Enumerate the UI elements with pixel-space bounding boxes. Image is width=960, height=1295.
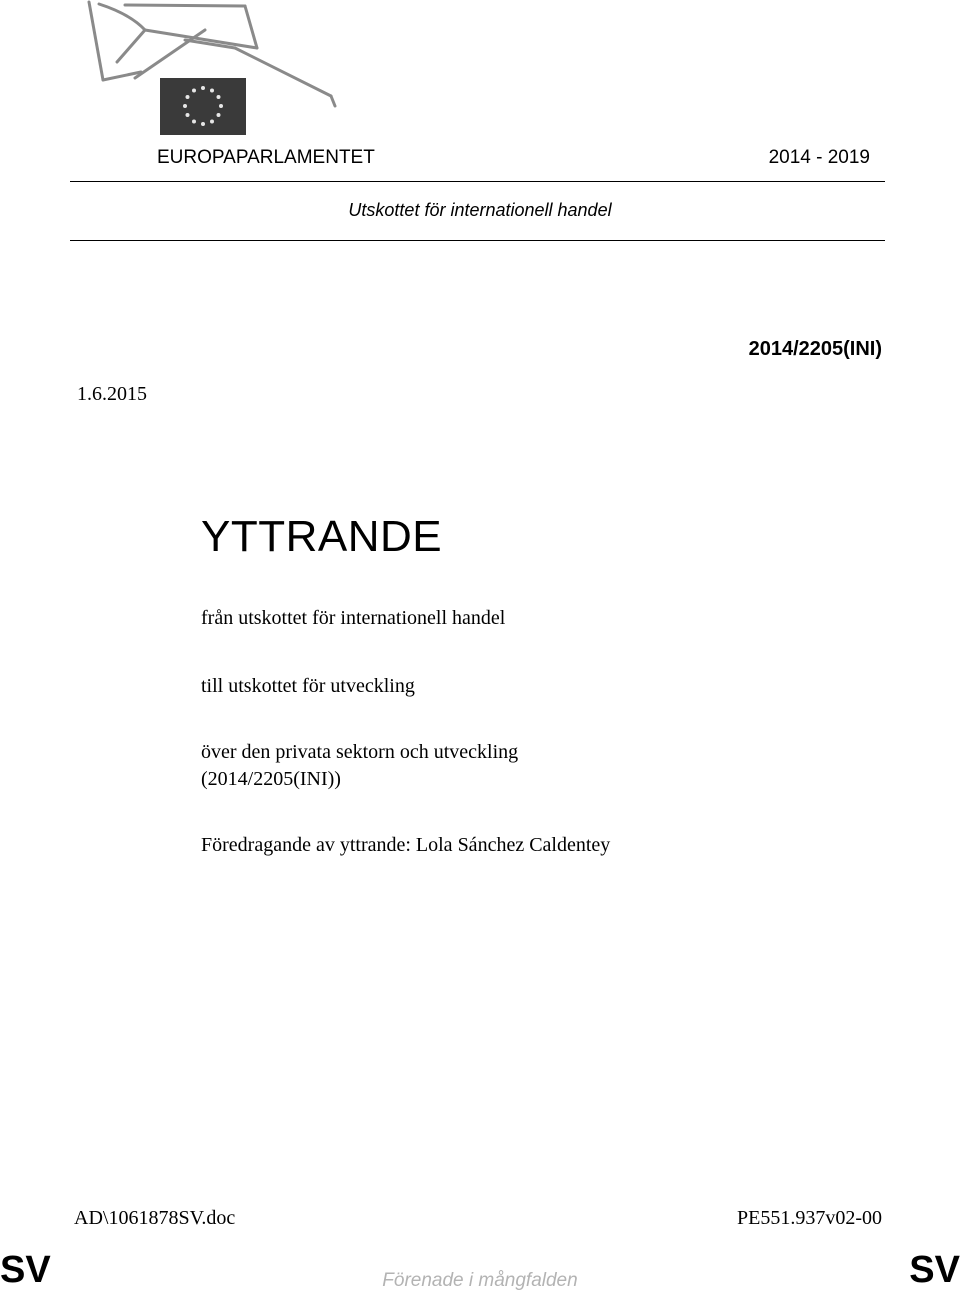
- european-parliament-logo-icon: [85, 0, 345, 140]
- document-title: YTTRANDE: [201, 512, 443, 561]
- footer-document-reference: AD\1061878SV.doc: [74, 1207, 236, 1229]
- subject-line: över den privata sektorn och utveckling: [201, 741, 519, 763]
- language-code-right: SV: [909, 1249, 960, 1291]
- rapporteur-line: Föredragande av yttrande: Lola Sánchez Caldentey: [201, 834, 611, 856]
- to-committee-line: till utskottet för utveckling: [201, 675, 415, 697]
- parliamentary-term: 2014 - 2019: [768, 147, 870, 168]
- language-code-left: SV: [0, 1249, 51, 1291]
- document-date: 1.6.2015: [77, 383, 147, 405]
- institution-name: EUROPAPARLAMENTET: [157, 147, 375, 168]
- header-divider-bottom: [70, 240, 885, 241]
- eu-motto: Förenade i mångfalden: [382, 1270, 578, 1291]
- procedure-number: 2014/2205(INI): [748, 338, 882, 360]
- subject-procedure: (2014/2205(INI)): [201, 768, 341, 790]
- committee-name: Utskottet för internationell handel: [348, 200, 612, 220]
- from-committee-line: från utskottet för internationell handel: [201, 607, 506, 629]
- footer-pe-number: PE551.937v02-00: [737, 1207, 882, 1229]
- header-divider-top: [70, 181, 885, 182]
